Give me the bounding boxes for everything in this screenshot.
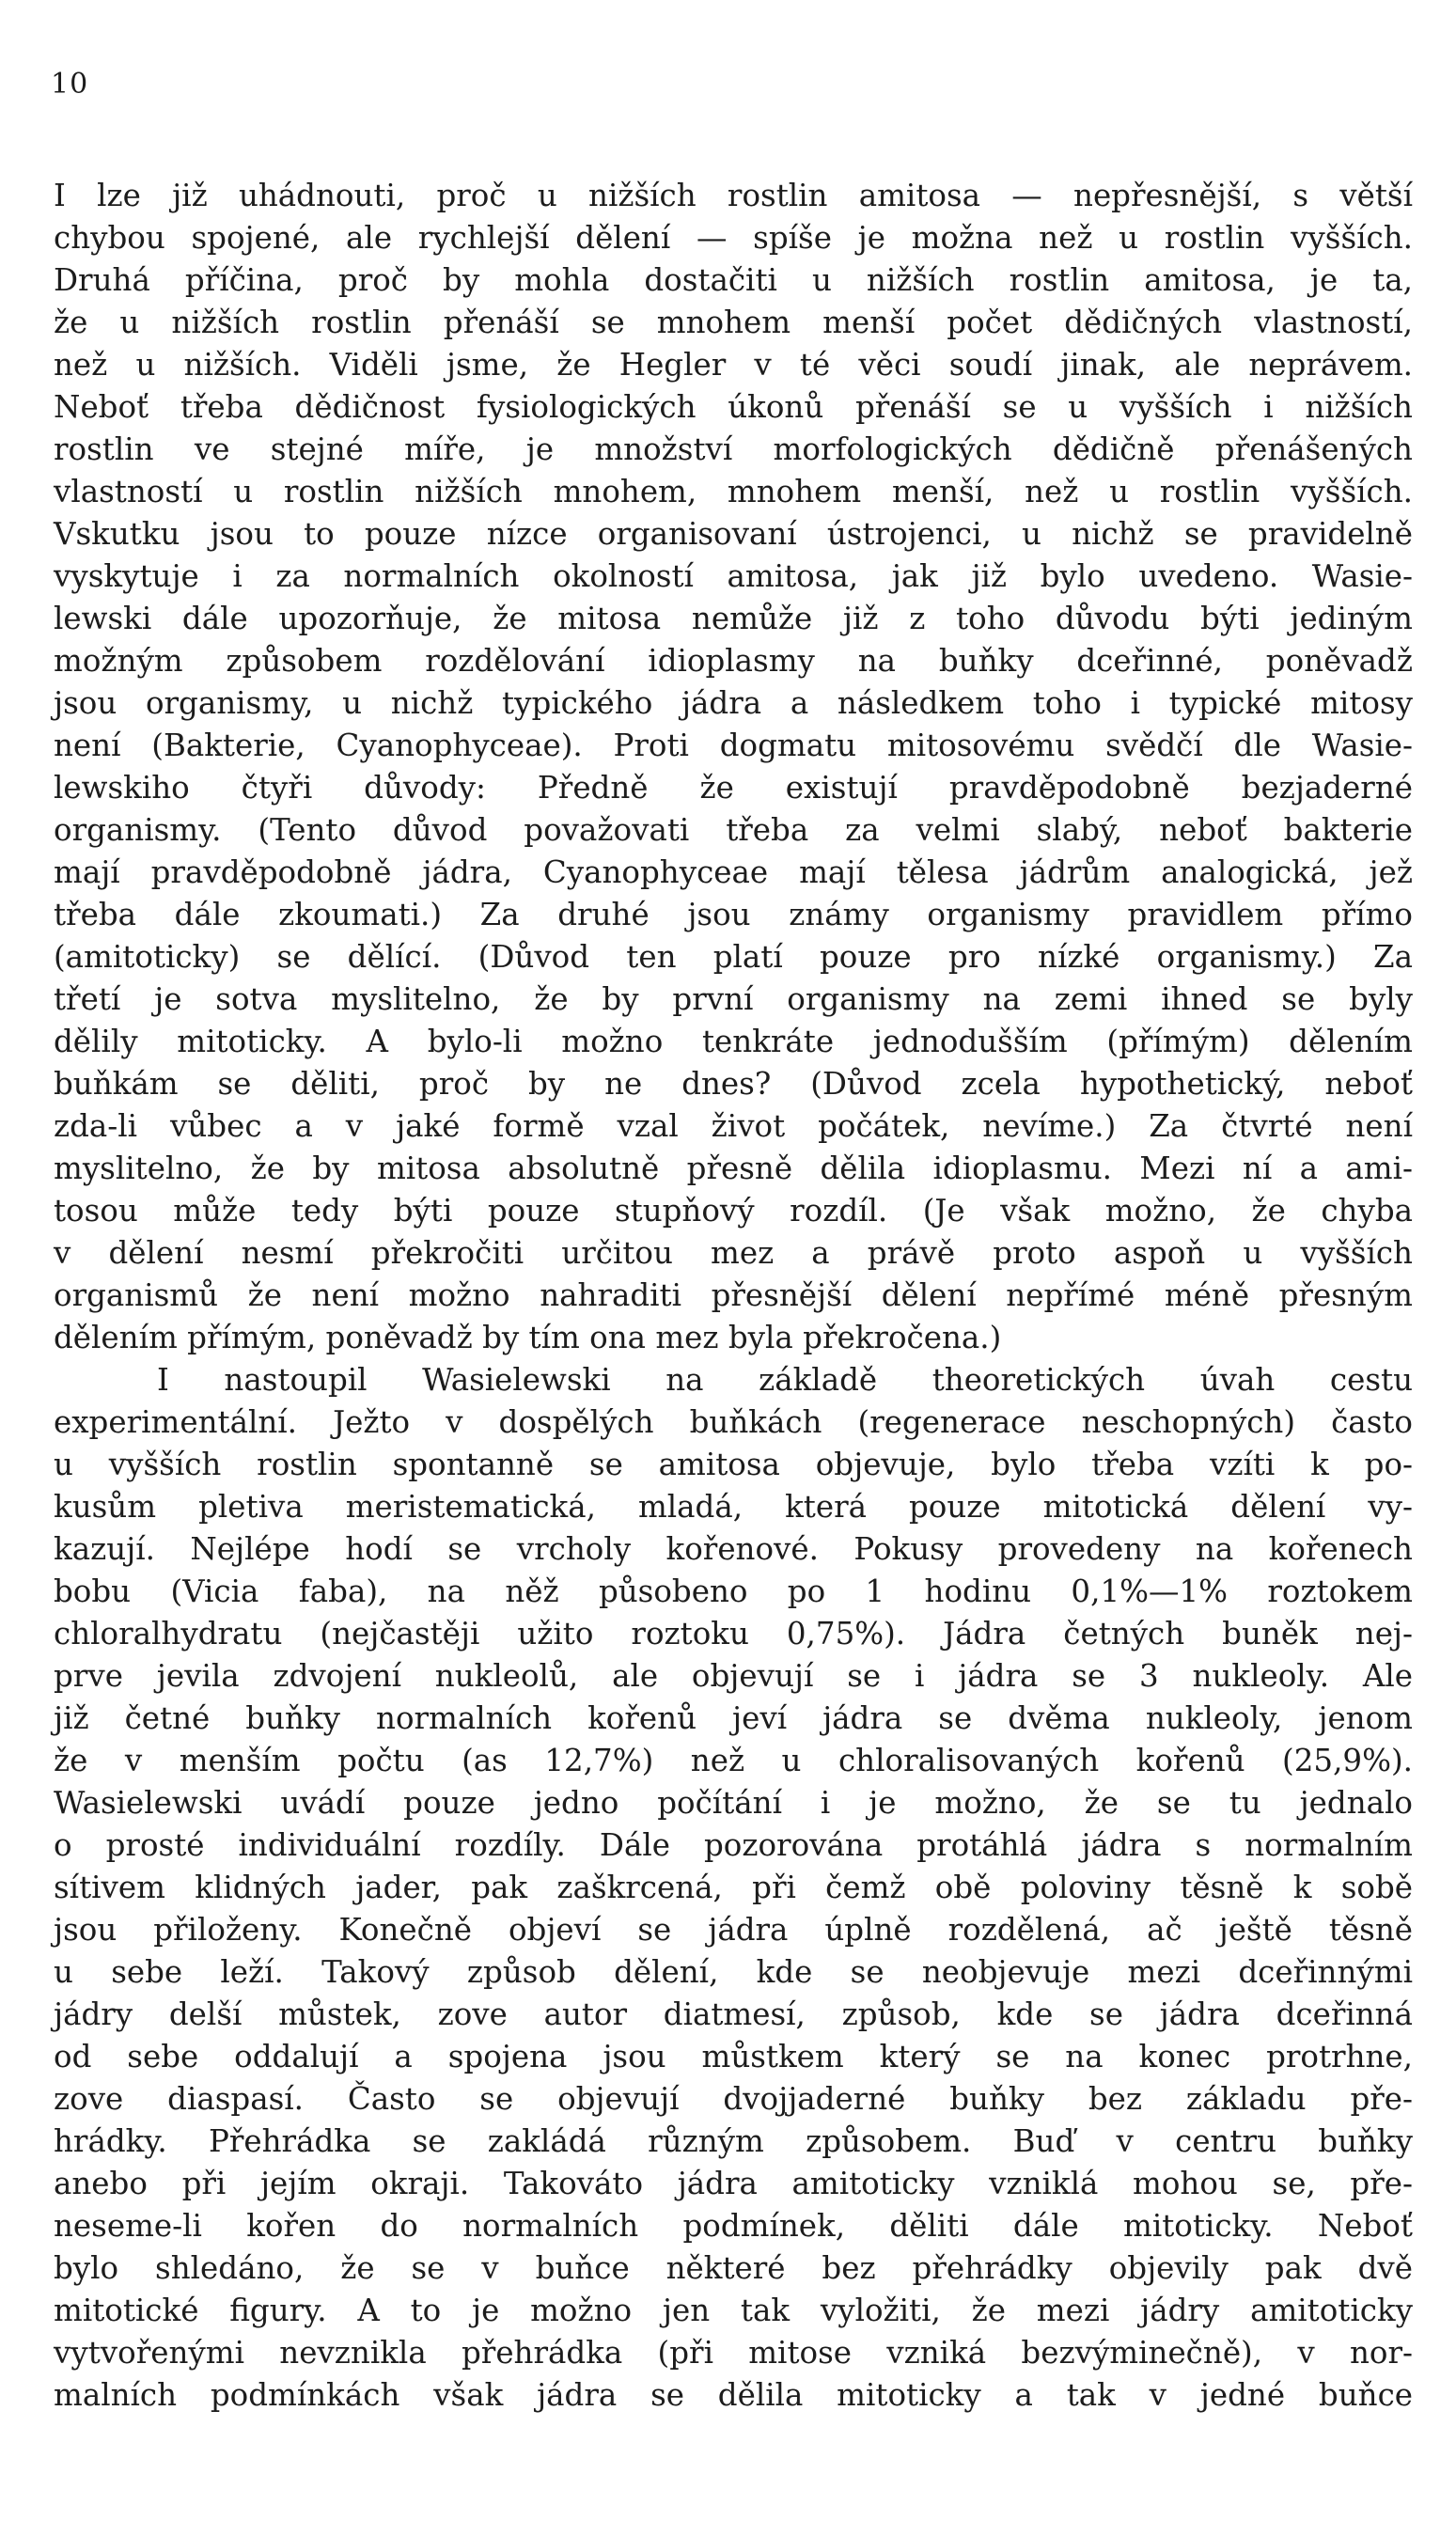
text-line: anebo při jejím okraji. Takováto jádra amitoticky vzniklá mohou se, pře- [54,2166,1413,2201]
text-line: bylo shledáno, že se v buňce některé bez přehrádky objevily pak dvě [54,2250,1413,2286]
text-line: od sebe oddalují a spojena jsou můstkem který se na konec protrhne, [54,2039,1413,2074]
text-line: než u nižších. Viděli jsme, že Hegler v té věci soudí jinak, ale neprávem. [54,347,1413,383]
text-line: již četné buňky normalních kořenů jeví jádra se dvěma nukleoly, jenom [54,1700,1413,1736]
page-number: 10 [51,68,89,101]
text-line: není (Bakterie, Cyanophyceae). Proti dogmatu mitosovému svědčí dle Wasie- [54,728,1413,763]
text-line: I lze již uhádnouti, proč u nižších rostlin amitosa — nepřesnější, s větší [54,178,1413,213]
text-line: (amitoticky) se dělící. (Důvod ten platí pouze pro nízké organismy.) Za [54,939,1413,975]
text-line: zda-li vůbec a v jaké formě vzal život počátek, nevíme.) Za čtvrté není [54,1108,1413,1144]
text-line: lewskiho čtyři důvody: Předně že existují pravděpodobně bezjaderné [54,770,1413,806]
text-line: třetí je sotva myslitelno, že by první organismy na zemi ihned se byly [54,981,1413,1017]
text-line: mají pravděpodobně jádra, Cyanophyceae mají tělesa jádrům analogická, jež [54,854,1413,890]
text-line: hrádky. Přehrádka se zakládá různým způsobem. Buď v centru buňky [54,2123,1413,2159]
text-line: Druhá příčina, proč by mohla dostačiti u nižších rostlin amitosa, je ta, [54,262,1413,298]
text-line: třeba dále zkoumati.) Za druhé jsou známy organismy pravidlem přímo [54,897,1413,932]
text-line: Wasielewski uvádí pouze jedno počítání i je možno, že se tu jednalo [54,1785,1413,1821]
text-line: že u nižších rostlin přenáší se mnohem menší počet dědičných vlastností, [54,305,1413,340]
text-line: vytvořenými nevznikla přehrádka (při mitose vzniká bezvýminečně), v nor- [54,2335,1413,2371]
text-line: tosou může tedy býti pouze stupňový rozdíl. (Je však možno, že chyba [54,1193,1413,1229]
text-line: jsou organismy, u nichž typického jádra a následkem toho i typické mitosy [54,685,1413,721]
text-line: jsou přiloženy. Konečně objeví se jádra úplně rozdělená, ač ještě těsně [54,1912,1413,1948]
text-line: malních podmínkách však jádra se dělila mitoticky a tak v jedné buňce [54,2377,1413,2413]
text-line: buňkám se děliti, proč by ne dnes? (Důvod zcela hypothetický, neboť [54,1066,1413,1102]
text-line: Vskutku jsou to pouze nízce organisovaní ústrojenci, u nichž se pravidelně [54,516,1413,552]
text-line: možným způsobem rozdělování idioplasmy na buňky dceřinné, poněvadž [54,643,1413,679]
text-line: Neboť třeba dědičnost fysiologických úkonů přenáší se u vyšších i nižších [54,389,1413,425]
text-line: u sebe leží. Takový způsob dělení, kde se neobjevuje mezi dceřinnými [54,1954,1413,1990]
text-line: v dělení nesmí překročiti určitou mez a právě proto aspoň u vyšších [54,1235,1413,1271]
text-line-paragraph-start: I nastoupil Wasielewski na základě theoretických úvah cestu [157,1362,1413,1398]
text-line: bobu (Vicia faba), na něž působeno po 1 hodinu 0,1%—1% roztokem [54,1573,1413,1609]
text-line: o prosté individuální rozdíly. Dále pozorována protáhlá jádra s normalním [54,1827,1413,1863]
text-line: neseme-li kořen do normalních podmínek, děliti dále mitoticky. Neboť [54,2208,1413,2244]
text-line: že v menším počtu (as 12,7%) než u chloralisovaných kořenů (25,9%). [54,1743,1413,1778]
text-line: sítivem klidných jader, pak zaškrcená, při čemž obě poloviny těsně k sobě [54,1870,1413,1905]
text-line: dělily mitoticky. A bylo-li možno tenkráte jednodušším (přímým) dělením [54,1024,1413,1059]
text-line: myslitelno, že by mitosa absolutně přesně dělila idioplasmu. Mezi ní a ami- [54,1151,1413,1186]
text-line: chybou spojené, ale rychlejší dělení — spíše je možna než u rostlin vyšších. [54,220,1413,256]
text-line: lewski dále upozorňuje, že mitosa nemůže již z toho důvodu býti jediným [54,601,1413,636]
text-line: organismů že není možno nahraditi přesnější dělení nepřímé méně přesným [54,1277,1413,1313]
text-line: vlastností u rostlin nižších mnohem, mnohem menší, než u rostlin vyšších. [54,474,1413,509]
text-line: chloralhydratu (nejčastěji užito roztoku 0,75%). Jádra četných buněk nej- [54,1616,1413,1652]
text-line: prve jevila zdvojení nukleolů, ale objevují se i jádra se 3 nukleoly. Ale [54,1658,1413,1694]
body-text [54,175,1413,2417]
text-line: kazují. Nejlépe hodí se vrcholy kořenové. Pokusy provedeny na kořenech [54,1531,1413,1567]
text-line: experimentální. Ježto v dospělých buňkách (regenerace neschopných) často [54,1404,1413,1440]
text-line: jádry delší můstek, zove autor diatmesí, způsob, kde se jádra dceřinná [54,1996,1413,2032]
text-line-paragraph-end: dělením přímým, poněvadž by tím ona mez byla překročena.) [54,1320,1002,1355]
text-line: organismy. (Tento důvod považovati třeba za velmi slabý, neboť bakterie [54,812,1413,848]
text-line: mitotické figury. A to je možno jen tak vyložiti, že mezi jádry amitoticky [54,2293,1413,2328]
text-line: rostlin ve stejné míře, je množství morfologických dědičně přenášených [54,431,1413,467]
text-line: zove diaspasí. Často se objevují dvojjaderné buňky bez základu pře- [54,2081,1413,2117]
text-line: vyskytuje i za normalních okolností amitosa, jak již bylo uvedeno. Wasie- [54,558,1413,594]
text-line: u vyšších rostlin spontanně se amitosa objevuje, bylo třeba vzíti k po- [54,1447,1413,1482]
text-line: kusům pletiva meristematická, mladá, která pouze mitotická dělení vy- [54,1489,1413,1525]
